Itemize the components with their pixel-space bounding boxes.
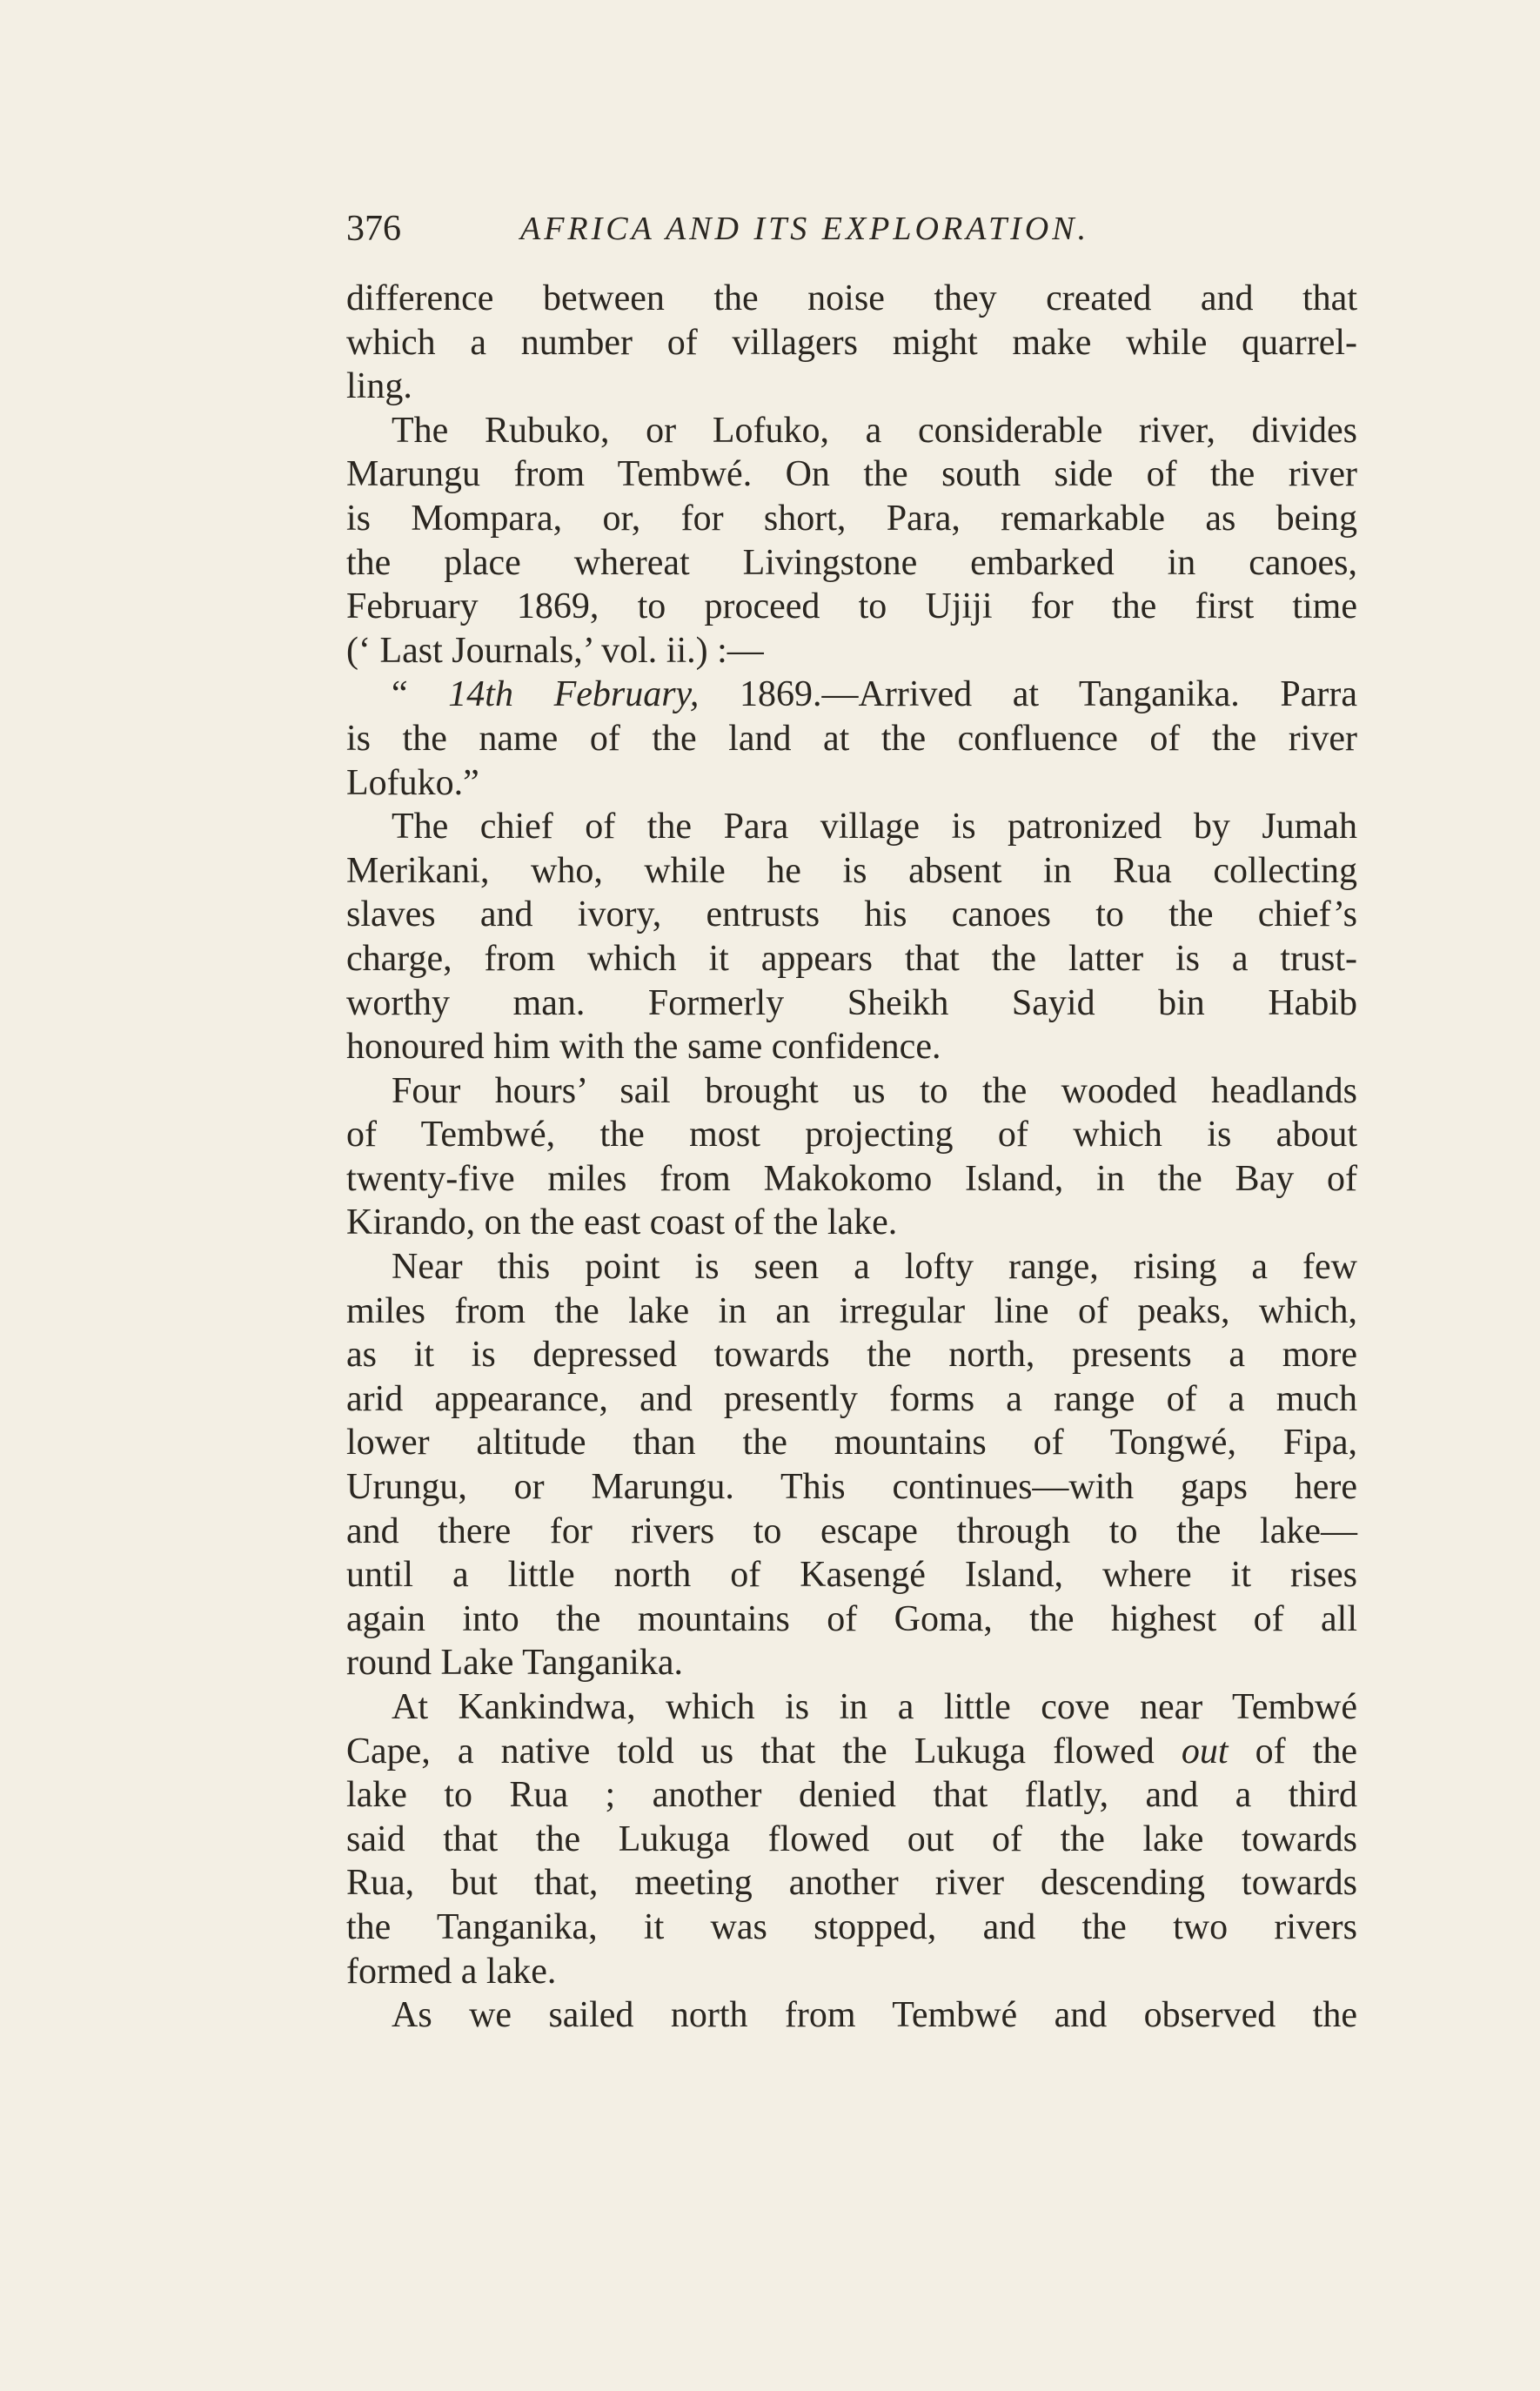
running-title: AFRICA AND ITS EXPLORATION. [520, 211, 1090, 247]
text-line: As we sailed north from Tembwé and observed the [392, 1995, 1357, 2036]
text-line: Merikani, who, while he is absent in Rua collecting [346, 850, 1357, 891]
text-line: Rua, but that, meeting another river descending towards [346, 1863, 1357, 1904]
text-line: At Kankindwa, which is in a little cove near Tembwé [392, 1687, 1357, 1727]
text-line: said that the Lukuga flowed out of the lake towards [346, 1818, 1357, 1859]
text-line: the Tanganika, it was stopped, and the two rivers [346, 1906, 1357, 1947]
running-head [346, 207, 1357, 251]
text-line: The chief of the Para village is patronized by Jumah [392, 807, 1357, 847]
text-line: charge, from which it appears that the latter is a trust- [346, 938, 1357, 979]
text-line: slaves and ivory, entrusts his canoes to the chief’s [346, 894, 1357, 935]
text-line: twenty-five miles from Makokomo Island, in the Bay of [346, 1158, 1357, 1199]
text-line: February 1869, to proceed to Ujiji for the first time [346, 586, 1357, 627]
text-line: (‘ Last Journals,’ vol. ii.) :— [346, 630, 764, 671]
text-line: ling. [346, 366, 412, 407]
text-line: Marungu from Tembwé. On the south side of the river [346, 454, 1357, 495]
text-line: Urungu, or Marungu. This continues—with gaps here [346, 1467, 1357, 1508]
text-line: as it is depressed towards the north, presents a more [346, 1335, 1357, 1376]
text-line: formed a lake. [346, 1951, 557, 1992]
text-line: Cape, a native told us that the Lukuga flowed out of the [346, 1731, 1357, 1771]
text-line: miles from the lake in an irregular line of peaks, which, [346, 1290, 1357, 1331]
text-line: and there for rivers to escape through to the lake— [346, 1510, 1357, 1551]
text-line: Near this point is seen a lofty range, rising a few [392, 1247, 1357, 1288]
body-text [346, 277, 1357, 2038]
text-line: Kirando, on the east coast of the lake. [346, 1202, 898, 1243]
text-line: Lofuko.” [346, 762, 479, 803]
text-line: “ 14th February, 1869.—Arrived at Tanganika. Parra [392, 674, 1357, 715]
italic-text: 14th February, [448, 674, 700, 715]
text-line: of Tembwé, the most projecting of which is about [346, 1115, 1357, 1155]
text-line: honoured him with the same confidence. [346, 1027, 941, 1068]
text-line: which a number of villagers might make while quarrel- [346, 322, 1357, 363]
text-line: until a little north of Kasengé Island, where it rises [346, 1555, 1357, 1596]
text-line: Four hours’ sail brought us to the wooded headlands [392, 1070, 1357, 1111]
italic-text: out [1181, 1731, 1229, 1771]
text-line: The Rubuko, or Lofuko, a considerable river, divides [392, 410, 1357, 451]
text-line: again into the mountains of Goma, the highest of all [346, 1598, 1357, 1639]
text-line: the place whereat Livingstone embarked in canoes, [346, 542, 1357, 583]
text-line: worthy man. Formerly Sheikh Sayid bin Habib [346, 982, 1357, 1023]
page-number: 376 [346, 209, 401, 249]
text-line: is Mompara, or, for short, Para, remarkable as being [346, 498, 1357, 539]
text-line: round Lake Tanganika. [346, 1643, 683, 1684]
text-line: is the name of the land at the confluence of the river [346, 718, 1357, 759]
text-line: lake to Rua ; another denied that flatly, and a third [346, 1775, 1357, 1816]
text-line: difference between the noise they created and that [346, 278, 1357, 318]
text-line: lower altitude than the mountains of Tongwé, Fipa, [346, 1423, 1357, 1463]
text-line: arid appearance, and presently forms a range of a much [346, 1378, 1357, 1419]
